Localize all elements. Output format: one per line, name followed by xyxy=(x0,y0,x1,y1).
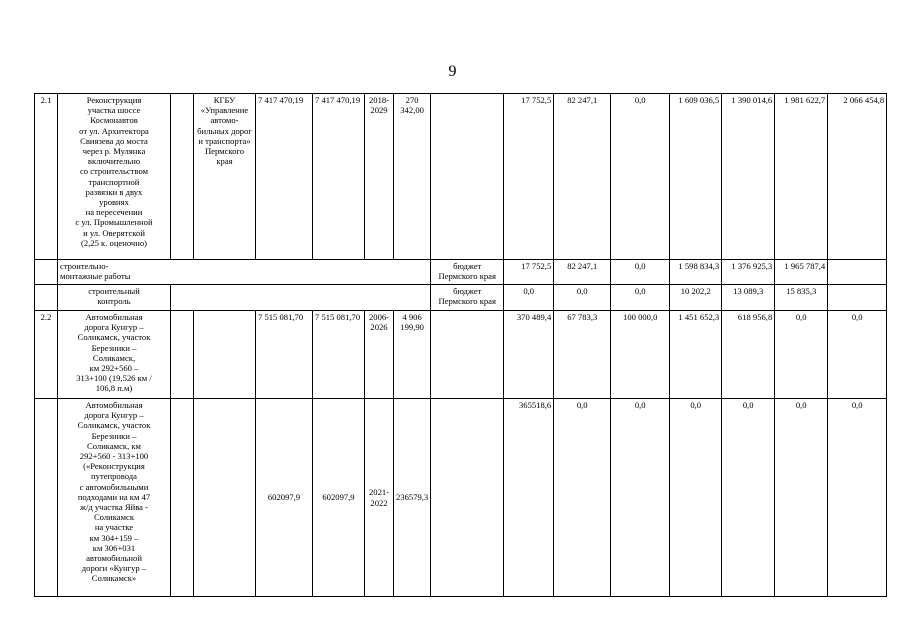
cost-total: 7 417 470,19 xyxy=(256,94,313,260)
value-cell: 1 981 622,7 xyxy=(775,94,828,260)
value-cell: 82 247,1 xyxy=(554,94,611,260)
value-cell: 0,0 xyxy=(828,399,887,597)
empty-cell xyxy=(171,399,194,597)
empty-cell xyxy=(431,399,504,597)
table-row xyxy=(35,399,887,597)
table-row xyxy=(35,260,887,285)
object-name: Автомобильная дорога Кунгур – Соликамск, участок Березники – Соликамск, км 292+560 – 313+100 (19,526 км / 106,8 п.м) xyxy=(58,311,171,399)
value-cell: 0,0 xyxy=(775,311,828,399)
table-row xyxy=(35,94,887,260)
value-cell: 0,0 xyxy=(611,94,670,260)
funding-source: бюджет Пермского края xyxy=(431,285,504,311)
cost-estimate: 7 417 470,19 xyxy=(313,94,365,260)
object-name: Реконструкция участка шоссе Космонавтов от ул. Архитектора Свиязева до моста через р. Мулянка включительно со строительством транспортной развязки в двух уровнях на пересечении с ул. Промышленной и ул. Оверятской (2,25 к. оценочно) xyxy=(58,94,171,260)
spent: 4 906 199,90 xyxy=(394,311,431,399)
value-cell: 0,0 xyxy=(611,260,670,285)
page-number: 9 xyxy=(448,63,457,80)
value-cell: 365518,6 xyxy=(504,399,554,597)
cost-estimate: 602097,9 xyxy=(313,399,365,597)
value-cell: 15 835,3 xyxy=(775,285,828,311)
value-cell: 370 489,4 xyxy=(504,311,554,399)
table-row xyxy=(35,311,887,399)
empty-cell xyxy=(35,285,58,311)
value-cell: 82 247,1 xyxy=(554,260,611,285)
value-cell: 0,0 xyxy=(611,399,670,597)
value-cell: 1 451 652,3 xyxy=(670,311,722,399)
object-name: Автомобильная дорога Кунгур – Соликамск, участок Березники – Соликамск, км 292+560 - 313+100 («Реконструкция путепровода с автомобильными подходами на км 47 ж/д участка Яйва - Соликамск на участке км 304+159 – км 306+031 автомобильной дороги «Кунгур – Соликамск» xyxy=(58,399,171,597)
funding-source xyxy=(431,94,504,260)
cost-total: 602097,9 xyxy=(256,399,313,597)
value-cell: 1 376 925,3 xyxy=(722,260,775,285)
value-cell: 10 202,2 xyxy=(670,285,722,311)
value-cell: 17 752,5 xyxy=(504,94,554,260)
empty-cell xyxy=(194,399,256,597)
value-cell: 618 956,8 xyxy=(722,311,775,399)
period: 2021- 2022 xyxy=(365,399,394,597)
value-cell: 17 752,5 xyxy=(504,260,554,285)
work-type: строительно- монтажные работы xyxy=(58,260,431,285)
value-cell: 0,0 xyxy=(504,285,554,311)
empty-cell xyxy=(431,311,504,399)
value-cell: 1 390 014,6 xyxy=(722,94,775,260)
row-number: 2.2 xyxy=(35,311,58,399)
budget-table xyxy=(34,93,887,597)
cost-estimate: 7 515 081,70 xyxy=(313,311,365,399)
value-cell: 0,0 xyxy=(828,311,887,399)
value-cell: 0,0 xyxy=(611,285,670,311)
value-cell: 13 089,3 xyxy=(722,285,775,311)
row-number: 2.1 xyxy=(35,94,58,260)
spent: 270 342,00 xyxy=(394,94,431,260)
value-cell: 1 965 787,4 xyxy=(775,260,828,285)
empty-cell xyxy=(171,311,194,399)
value-cell: 1 598 834,3 xyxy=(670,260,722,285)
period: 2006- 2026 xyxy=(365,311,394,399)
value-cell: 0,0 xyxy=(554,285,611,311)
empty-cell xyxy=(171,285,431,311)
empty-cell xyxy=(194,311,256,399)
spent: 236579,3 xyxy=(394,399,431,597)
empty-cell xyxy=(35,399,58,597)
value-cell: 1 609 036,5 xyxy=(670,94,722,260)
empty-cell xyxy=(171,94,194,260)
period: 2018- 2029 xyxy=(365,94,394,260)
value-cell: 0,0 xyxy=(722,399,775,597)
value-cell: 67 783,3 xyxy=(554,311,611,399)
value-cell: 100 000,0 xyxy=(611,311,670,399)
cost-total: 7 515 081,70 xyxy=(256,311,313,399)
value-cell xyxy=(828,260,887,285)
value-cell: 0,0 xyxy=(670,399,722,597)
empty-cell xyxy=(828,285,887,311)
table-row xyxy=(35,285,887,311)
funding-source: бюджет Пермского края xyxy=(431,260,504,285)
value-cell: 0,0 xyxy=(554,399,611,597)
empty-cell xyxy=(35,260,58,285)
value-cell: 2 066 454,8 xyxy=(828,94,887,260)
executor: КГБУ «Управление автомо- бильных дорог и транспорта» Пермского края xyxy=(194,94,256,260)
work-type: строительный контроль xyxy=(58,285,171,311)
value-cell: 0,0 xyxy=(775,399,828,597)
